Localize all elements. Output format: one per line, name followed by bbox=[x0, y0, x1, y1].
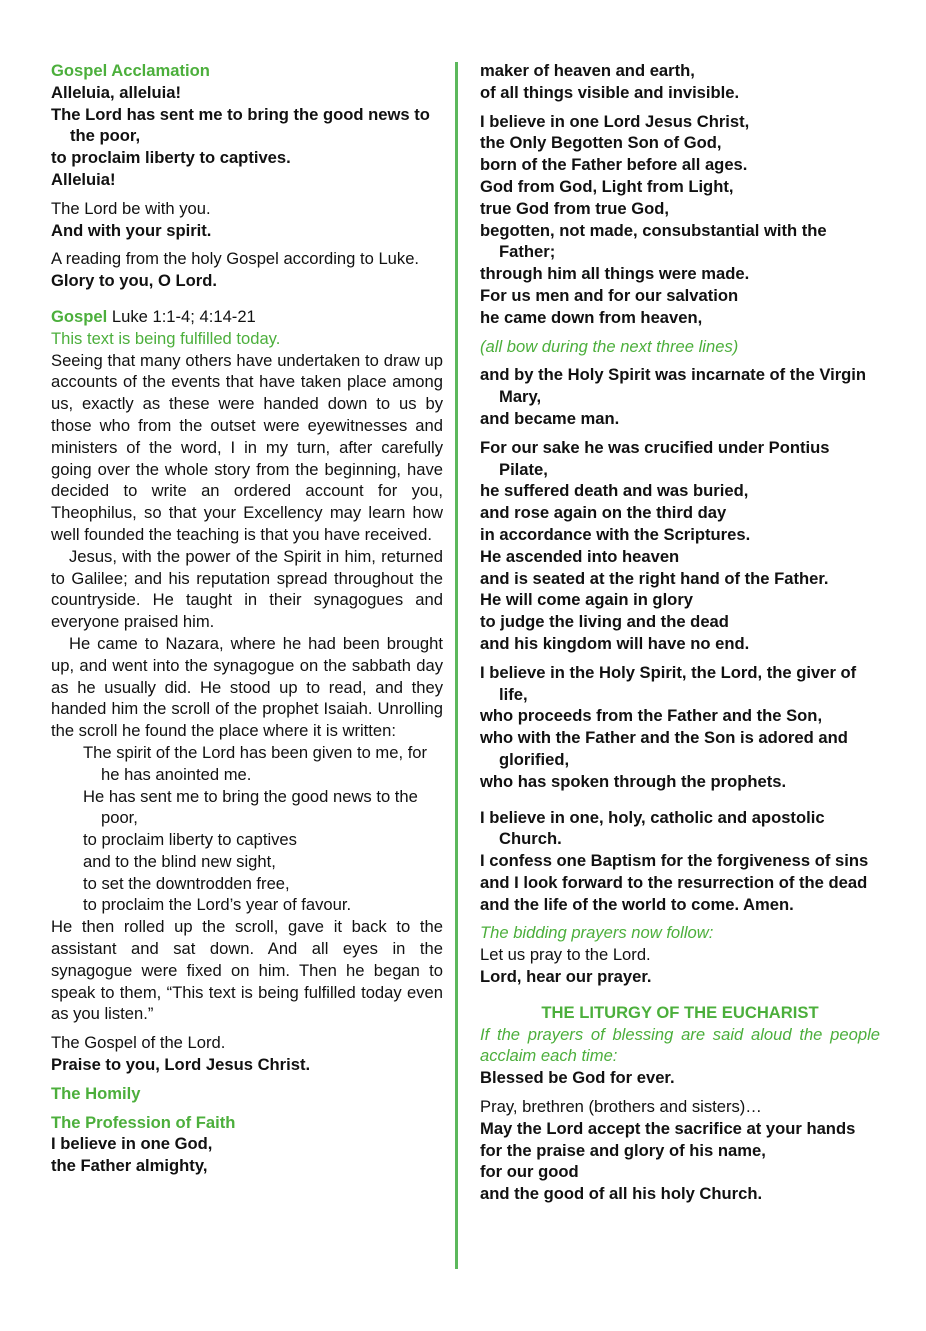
gospel-paragraph: He came to Nazara, where he had been brought up, and went into the synagogue on the sabbath day as he usually did. He stood up to read, and they handed him the scroll of the prophet Isaiah. Unrolling the scroll he found the place where it is written: bbox=[51, 633, 443, 741]
gospel-paragraph: He then rolled up the scroll, gave it back to the assistant and sat down. And all eyes in the synagogue were fixed on him. Then he began to speak to them, “This text is being fulfilled today even as you listen.” bbox=[51, 917, 443, 1024]
creed-line: and became man. bbox=[480, 408, 620, 428]
creed-line: the Father almighty, bbox=[51, 1156, 208, 1176]
creed-line: and his kingdom will have no end. bbox=[480, 633, 750, 653]
profession-heading: The Profession of Faith bbox=[51, 1112, 236, 1132]
creed-line: he suffered death and was buried, bbox=[480, 481, 749, 501]
acclamation-line: Alleluia! bbox=[51, 169, 116, 189]
liturgy-heading: THE LITURGY OF THE EUCHARIST bbox=[541, 1002, 819, 1022]
poem-line: He has sent me to bring the good news to the poor, bbox=[83, 786, 418, 828]
bidding-response: Lord, hear our prayer. bbox=[480, 967, 652, 987]
creed-line: I believe in one, holy, catholic and apostolic Church. bbox=[480, 807, 825, 849]
gospel-close: The Gospel of the Lord. bbox=[51, 1033, 226, 1053]
gospel-paragraph: Seeing that many others have undertaken to draw up accounts of the events that have taken place among us, exactly as these were handed down to us by those who from the outset were eyewitnesses and ministers of the word, I in my turn, after carefully going over the whole story from the beginning, have decided to write an ordered account for you, Theophilus, so that your Excellency may learn how well founded the teaching is that you have received. bbox=[51, 350, 443, 544]
bow-rubric: (all bow during the next three lines) bbox=[480, 336, 739, 356]
gospel-reference: Luke 1:1-4; 4:14-21 bbox=[111, 306, 256, 326]
acclamation-line: The Lord has sent me to bring the good news to the poor, bbox=[51, 104, 430, 146]
creed-line: For us men and for our salvation bbox=[480, 285, 739, 305]
creed-line: who has spoken through the prophets. bbox=[480, 771, 787, 791]
liturgy-response: for our good bbox=[480, 1162, 579, 1182]
creed-line: the Only Begotten Son of God, bbox=[480, 133, 722, 153]
left-column bbox=[51, 60, 443, 1177]
liturgy-response: and the good of all his holy Church. bbox=[480, 1184, 763, 1204]
creed-line: to judge the living and the dead bbox=[480, 612, 729, 632]
liturgy-response: Blessed be God for ever. bbox=[480, 1068, 675, 1088]
creed-line: He will come again in glory bbox=[480, 590, 694, 610]
reading-intro: A reading from the holy Gospel according to Luke. bbox=[51, 249, 420, 269]
creed-line: and by the Holy Spirit was incarnate of the Virgin Mary, bbox=[480, 365, 867, 407]
poem-line: to proclaim the Lord’s year of favour. bbox=[83, 895, 352, 915]
right-column bbox=[480, 60, 880, 1205]
creed-line: I believe in the Holy Spirit, the Lord, the giver of life, bbox=[480, 662, 857, 704]
liturgy-response: May the Lord accept the sacrifice at your hands bbox=[480, 1118, 856, 1138]
poem-line: to proclaim liberty to captives bbox=[83, 830, 297, 850]
gospel-subtitle: This text is being fulfilled today. bbox=[51, 328, 281, 348]
bidding-rubric: The bidding prayers now follow: bbox=[480, 923, 714, 943]
creed-line: born of the Father before all ages. bbox=[480, 155, 748, 175]
poem-line: and to the blind new sight, bbox=[83, 851, 276, 871]
liturgy-response: for the praise and glory of his name, bbox=[480, 1140, 766, 1160]
column-divider bbox=[455, 62, 458, 1269]
creed-line: true God from true God, bbox=[480, 198, 669, 218]
creed-line: God from God, Light from Light, bbox=[480, 176, 734, 196]
creed-line: He ascended into heaven bbox=[480, 546, 680, 566]
creed-line: I believe in one Lord Jesus Christ, bbox=[480, 111, 750, 131]
creed-line: who with the Father and the Son is adored and glorified, bbox=[480, 728, 848, 769]
creed-line: and I look forward to the resurrection of the dead bbox=[480, 872, 868, 892]
creed-line: of all things visible and invisible. bbox=[480, 82, 740, 102]
creed-line: in accordance with the Scriptures. bbox=[480, 524, 751, 544]
creed-line: who proceeds from the Father and the Son, bbox=[480, 706, 823, 726]
greeting-response: And with your spirit. bbox=[51, 220, 212, 240]
creed-line: through him all things were made. bbox=[480, 264, 750, 284]
gospel-close-response: Praise to you, Lord Jesus Christ. bbox=[51, 1055, 311, 1075]
reading-response: Glory to you, O Lord. bbox=[51, 271, 217, 291]
homily-heading: The Homily bbox=[51, 1083, 141, 1103]
poem-line: to set the downtrodden free, bbox=[83, 873, 290, 893]
liturgy-rubric: If the prayers of blessing are said aloud the people acclaim each time: bbox=[480, 1024, 880, 1066]
acclamation-line: to proclaim liberty to captives. bbox=[51, 148, 291, 168]
creed-line: I confess one Baptism for the forgiveness of sins bbox=[480, 851, 869, 871]
poem-line: The spirit of the Lord has been given to me, for he has anointed me. bbox=[83, 742, 428, 784]
bidding-line: Let us pray to the Lord. bbox=[480, 945, 651, 965]
acclamation-line: Alleluia, alleluia! bbox=[51, 82, 182, 102]
creed-line: maker of heaven and earth, bbox=[480, 61, 695, 80]
creed-line: and the life of the world to come. Amen. bbox=[480, 894, 794, 914]
creed-line: I believe in one God, bbox=[51, 1134, 213, 1154]
creed-line: begotten, not made, consubstantial with the Father; bbox=[480, 220, 827, 262]
gospel-acclamation-heading: Gospel Acclamation bbox=[51, 61, 210, 80]
creed-line: he came down from heaven, bbox=[480, 307, 703, 327]
creed-line: and rose again on the third day bbox=[480, 503, 727, 523]
greeting-line: The Lord be with you. bbox=[51, 198, 211, 218]
gospel-heading-line bbox=[51, 306, 443, 328]
gospel-paragraph: Jesus, with the power of the Spirit in him, returned to Galilee; and his reputation spread throughout the countryside. He taught in their synagogues and everyone praised him. bbox=[51, 546, 443, 632]
liturgy-line: Pray, brethren (brothers and sisters)… bbox=[480, 1097, 762, 1117]
creed-line: and is seated at the right hand of the Father. bbox=[480, 568, 829, 588]
gospel-heading: Gospel bbox=[51, 306, 108, 326]
creed-line: For our sake he was crucified under Pontius Pilate, bbox=[480, 437, 830, 479]
